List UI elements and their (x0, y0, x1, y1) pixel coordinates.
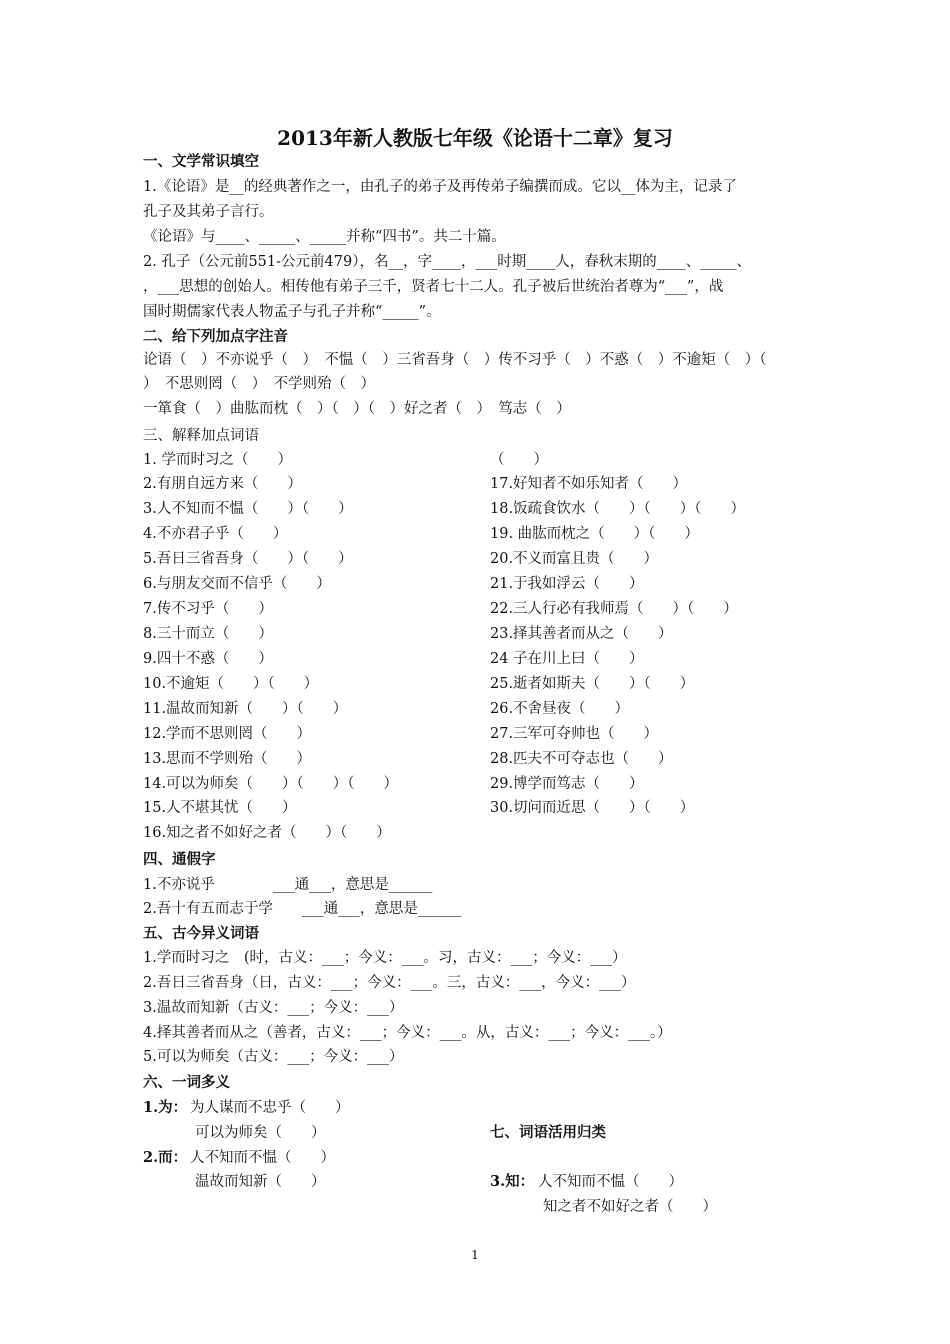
polysemy-word: 2.而： (143, 1149, 188, 1166)
polysemy-example: 人不知而不愠（ ） (538, 1174, 683, 1190)
sec4-line: 2.吾十有五而志于学 ___通___，意思是______ (143, 901, 462, 917)
sec5-line: 3.温故而知新（古义：___；今义：___） (143, 1000, 404, 1016)
polysemy-example: 人不知而不愠（ ） (190, 1150, 335, 1166)
sec3-left-item: 5.吾日三省吾身（ ）（ ） (143, 551, 353, 567)
sec3-right-item: 29.博学而笃志（ ） (490, 776, 644, 792)
sec3-left-item: 1. 学而时习之（ ） (143, 452, 292, 468)
sec3-left-item: 11.温故而知新（ ）（ ） (143, 701, 348, 717)
section-2-heading: 二、给下列加点字注音 (143, 328, 288, 345)
section-3-heading: 三、解释加点词语 (143, 428, 259, 444)
sec3-left-item: 6.与朋友交而不信乎（ ） (143, 576, 331, 592)
polysemy-example: 温故而知新（ ） (195, 1174, 326, 1190)
sec2-line: 一箪食（ ）曲肱而枕（ ）（ ）（ ）好之者（ ） 笃志（ ） (143, 401, 571, 417)
sec3-right-item: 28.匹夫不可夺志也（ ） (490, 751, 673, 767)
section-5-heading: 五、古今异义词语 (143, 925, 259, 942)
sec3-left-item: 16.知之者不如好之者（ ）（ ） (143, 825, 391, 841)
sec1-line: 国时期儒家代表人物孟子与孔子并称“_____”。 (143, 304, 441, 320)
page-number: 1 (471, 1248, 479, 1262)
sec3-right-item: 30.切问而近思（ ）（ ） (490, 800, 695, 816)
sec3-right-item: 23.择其善者而从之（ ） (490, 626, 673, 642)
sec4-line: 1.不亦说乎 ___通___，意思是______ (143, 877, 433, 893)
section-6-heading: 六、一词多义 (143, 1074, 230, 1091)
polysemy-word: 1.为： (143, 1099, 188, 1116)
sec1-line: 《论语》与____、_____、_____并称“四书”。共二十篇。 (143, 229, 506, 245)
sec3-left-item: 2.有朋自远方来（ ） (143, 476, 302, 492)
sec1-line: 2. 孔子（公元前551-公元前479），名__，字____，___时期____人，春秋末期的____、_____、 (143, 254, 751, 270)
sec1-line: 孔子及其弟子言行。 (143, 204, 274, 220)
sec1-line: 1.《论语》是__的经典著作之一，由孔子的弟子及再传弟子编撰而成。它以__体为主，记录了 (143, 179, 737, 195)
sec3-right-item: 20.不义而富且贵（ ） (490, 551, 659, 567)
sec3-right-item: 22.三人行必有我师焉（ ）（ ） (490, 601, 738, 617)
polysemy-example: 知之者不如好之者（ ） (543, 1199, 717, 1215)
sec3-left-item: 12.学而不思则罔（ ） (143, 726, 312, 742)
sec3-left-item: 9.四十不惑（ ） (143, 651, 273, 667)
section-7-heading: 七、词语活用归类 (490, 1124, 606, 1141)
sec1-line: ，___思想的创始人。相传他有弟子三千，贤者七十二人。孔子被后世统治者尊为“___”，战 (143, 279, 724, 295)
sec3-right-item: 21.于我如浮云（ ） (490, 576, 644, 592)
sec3-right-item: 26.不舍昼夜（ ） (490, 701, 630, 717)
sec3-right-item: 19. 曲肱而枕之（ ）（ ） (490, 526, 699, 542)
polysemy-word: 3.知： (490, 1173, 535, 1190)
sec3-left-item: 14.可以为师矣（ ）（ ）（ ） (143, 776, 399, 792)
sec3-right-item: （ ） (490, 452, 548, 468)
polysemy-example: 可以为师矣（ ） (195, 1125, 326, 1141)
document-title: 2013年新人教版七年级《论语十二章》复习 (277, 126, 673, 150)
sec3-left-item: 4.不亦君子乎（ ） (143, 526, 288, 542)
sec3-left-item: 3.人不知而不愠（ ）（ ） (143, 501, 353, 517)
sec3-left-item: 15.人不堪其忧（ ） (143, 800, 297, 816)
sec5-line: 5.可以为师矣（古义：___；今义：___） (143, 1049, 404, 1065)
sec3-right-item: 17.好知者不如乐知者（ ） (490, 476, 688, 492)
section-4-heading: 四、通假字 (143, 851, 216, 868)
sec3-left-item: 8.三十而立（ ） (143, 626, 273, 642)
sec3-right-item: 24 子在川上曰（ ） (490, 651, 644, 667)
sec3-right-item: 27.三军可夺帅也（ ） (490, 726, 659, 742)
section-1-heading: 一、文学常识填空 (143, 153, 259, 170)
polysemy-example: 为人谋而不忠乎（ ） (190, 1100, 350, 1116)
sec5-line: 4.择其善者而从之（善者，古义：___；今义：___。从，古义：___；今义：___。） (143, 1025, 672, 1041)
sec2-line: 论语（ ）不亦说乎（ ） 不愠（ ）三省吾身（ ）传不习乎（ ）不惑（ ）不逾矩（ ）（ (143, 352, 767, 368)
sec3-right-item: 18.饭疏食饮水（ ）（ ）（ ） (490, 501, 746, 517)
sec3-right-item: 25.逝者如斯夫（ ）（ ） (490, 676, 695, 692)
sec3-left-item: 10.不逾矩（ ）（ ） (143, 676, 319, 692)
sec3-left-item: 13.思而不学则殆（ ） (143, 751, 312, 767)
sec5-line: 2.吾日三省吾身（日，古义：___；今义：___。三，古义：___，今义：___） (143, 975, 636, 991)
sec3-left-item: 7.传不习乎（ ） (143, 601, 273, 617)
sec5-line: 1.学而时习之 (时，古义：___；今义：___。习，古义：___；今义：___） (143, 950, 627, 966)
sec2-line: ） 不思则罔（ ） 不学则殆（ ） (143, 376, 375, 392)
